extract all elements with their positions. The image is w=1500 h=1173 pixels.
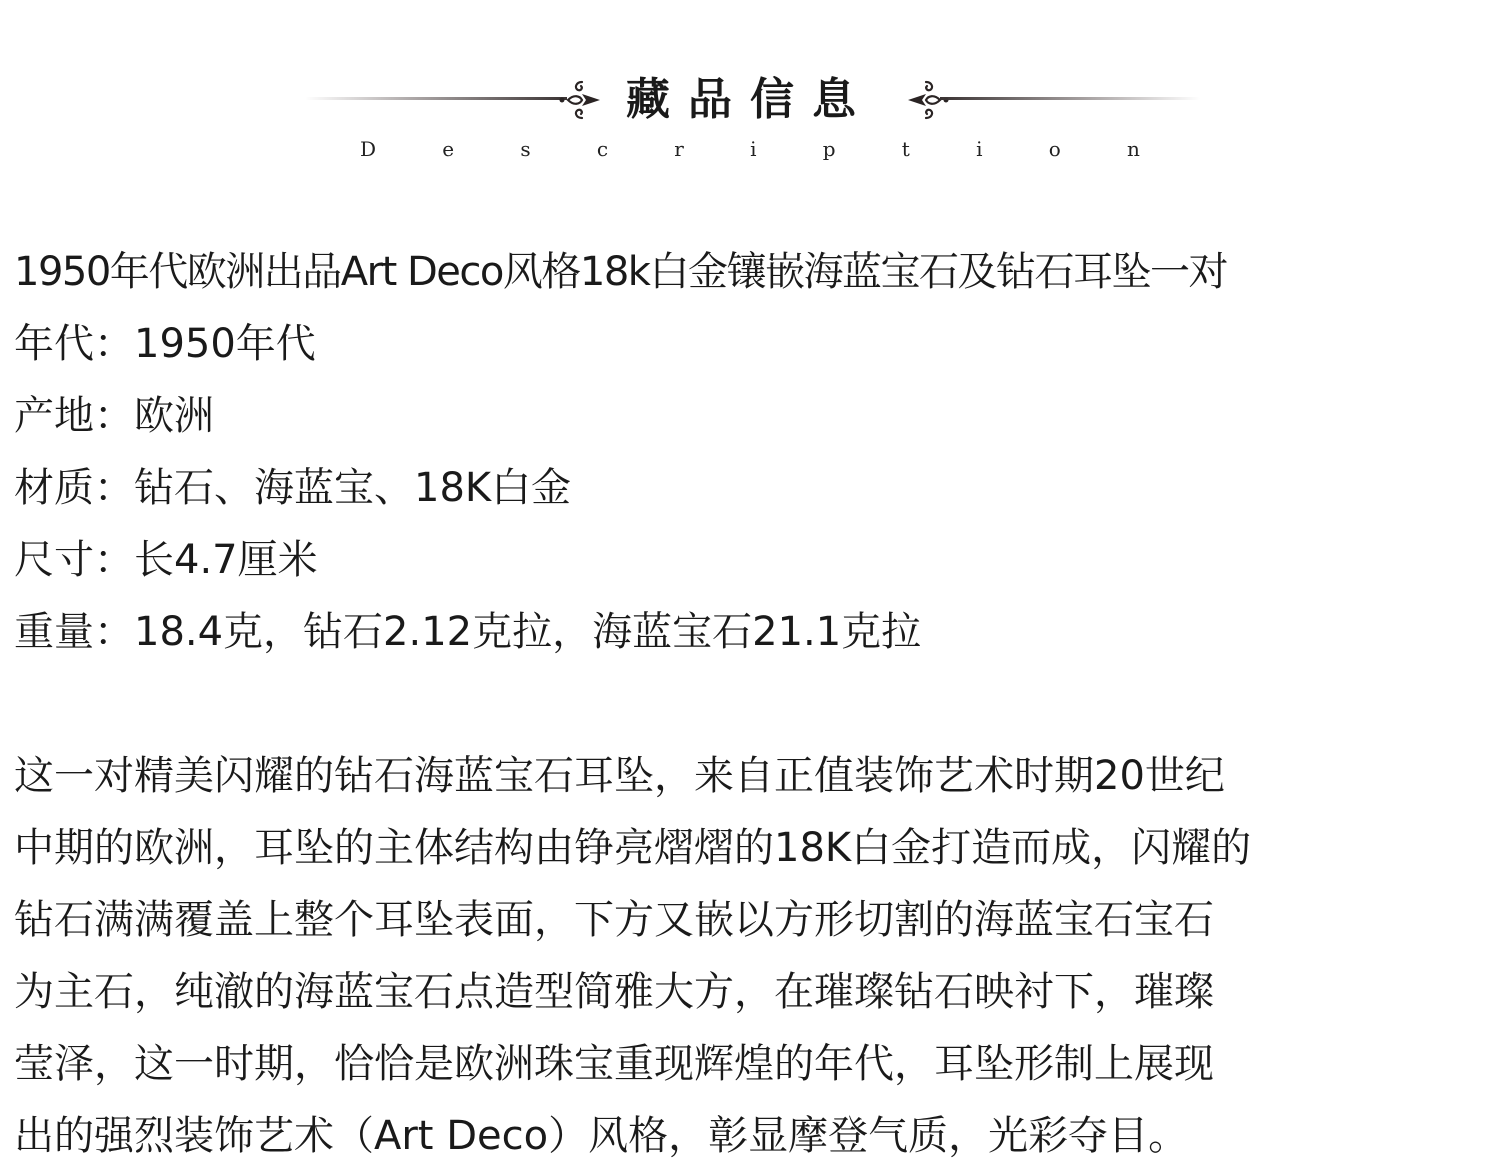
right-flourish-icon [900, 74, 952, 126]
subtitle-letter: p [822, 137, 836, 161]
origin-field: 产地：欧洲 [14, 393, 214, 439]
right-divider-line [940, 97, 1200, 100]
description-line: 这一对精美闪耀的钻石海蓝宝石耳坠，来自正值装饰艺术时期20世纪 [14, 753, 1225, 799]
material-field: 材质：钻石、海蓝宝、18K白金 [14, 465, 572, 511]
size-field: 尺寸：长4.7厘米 [14, 537, 318, 583]
section-header [0, 0, 1500, 180]
subtitle-letter: i [976, 137, 983, 161]
subtitle-letter: n [1126, 137, 1140, 161]
era-field: 年代：1950年代 [14, 321, 316, 367]
item-info-block [14, 236, 1494, 668]
subtitle-letter: r [674, 137, 684, 161]
product-name: 1950年代欧洲出品Art Deco风格18k白金镶嵌海蓝宝石及钻石耳坠一对 [14, 249, 1227, 295]
description-line: 出的强烈装饰艺术（Art Deco）风格，彰显摩登气质，光彩夺目。 [14, 1113, 1189, 1159]
subtitle-letter: D [360, 137, 377, 161]
page-title: 藏品信息 [626, 74, 874, 125]
subtitle-letter: e [442, 137, 455, 161]
description-line: 钻石满满覆盖上整个耳坠表面，下方又嵌以方形切割的海蓝宝石宝石 [14, 897, 1214, 943]
description-line: 莹泽，这一时期，恰恰是欧洲珠宝重现辉煌的年代，耳坠形制上展现 [14, 1041, 1214, 1087]
subtitle-letter: t [901, 137, 910, 161]
subtitle-letter: i [750, 137, 757, 161]
left-divider-line [305, 97, 567, 100]
subtitle-letter: s [520, 137, 531, 161]
subtitle-letter: c [596, 137, 609, 161]
weight-field: 重量：18.4克，钻石2.12克拉，海蓝宝石21.1克拉 [14, 609, 922, 655]
description-paragraph [14, 740, 1489, 1172]
description-line: 中期的欧洲，耳坠的主体结构由铮亮熠熠的18K白金打造而成，闪耀的 [14, 825, 1252, 871]
subtitle-letter: o [1048, 137, 1061, 161]
page-subtitle [360, 136, 1140, 162]
description-line: 为主石，纯澈的海蓝宝石点造型简雅大方，在璀璨钻石映衬下，璀璨 [14, 969, 1214, 1015]
